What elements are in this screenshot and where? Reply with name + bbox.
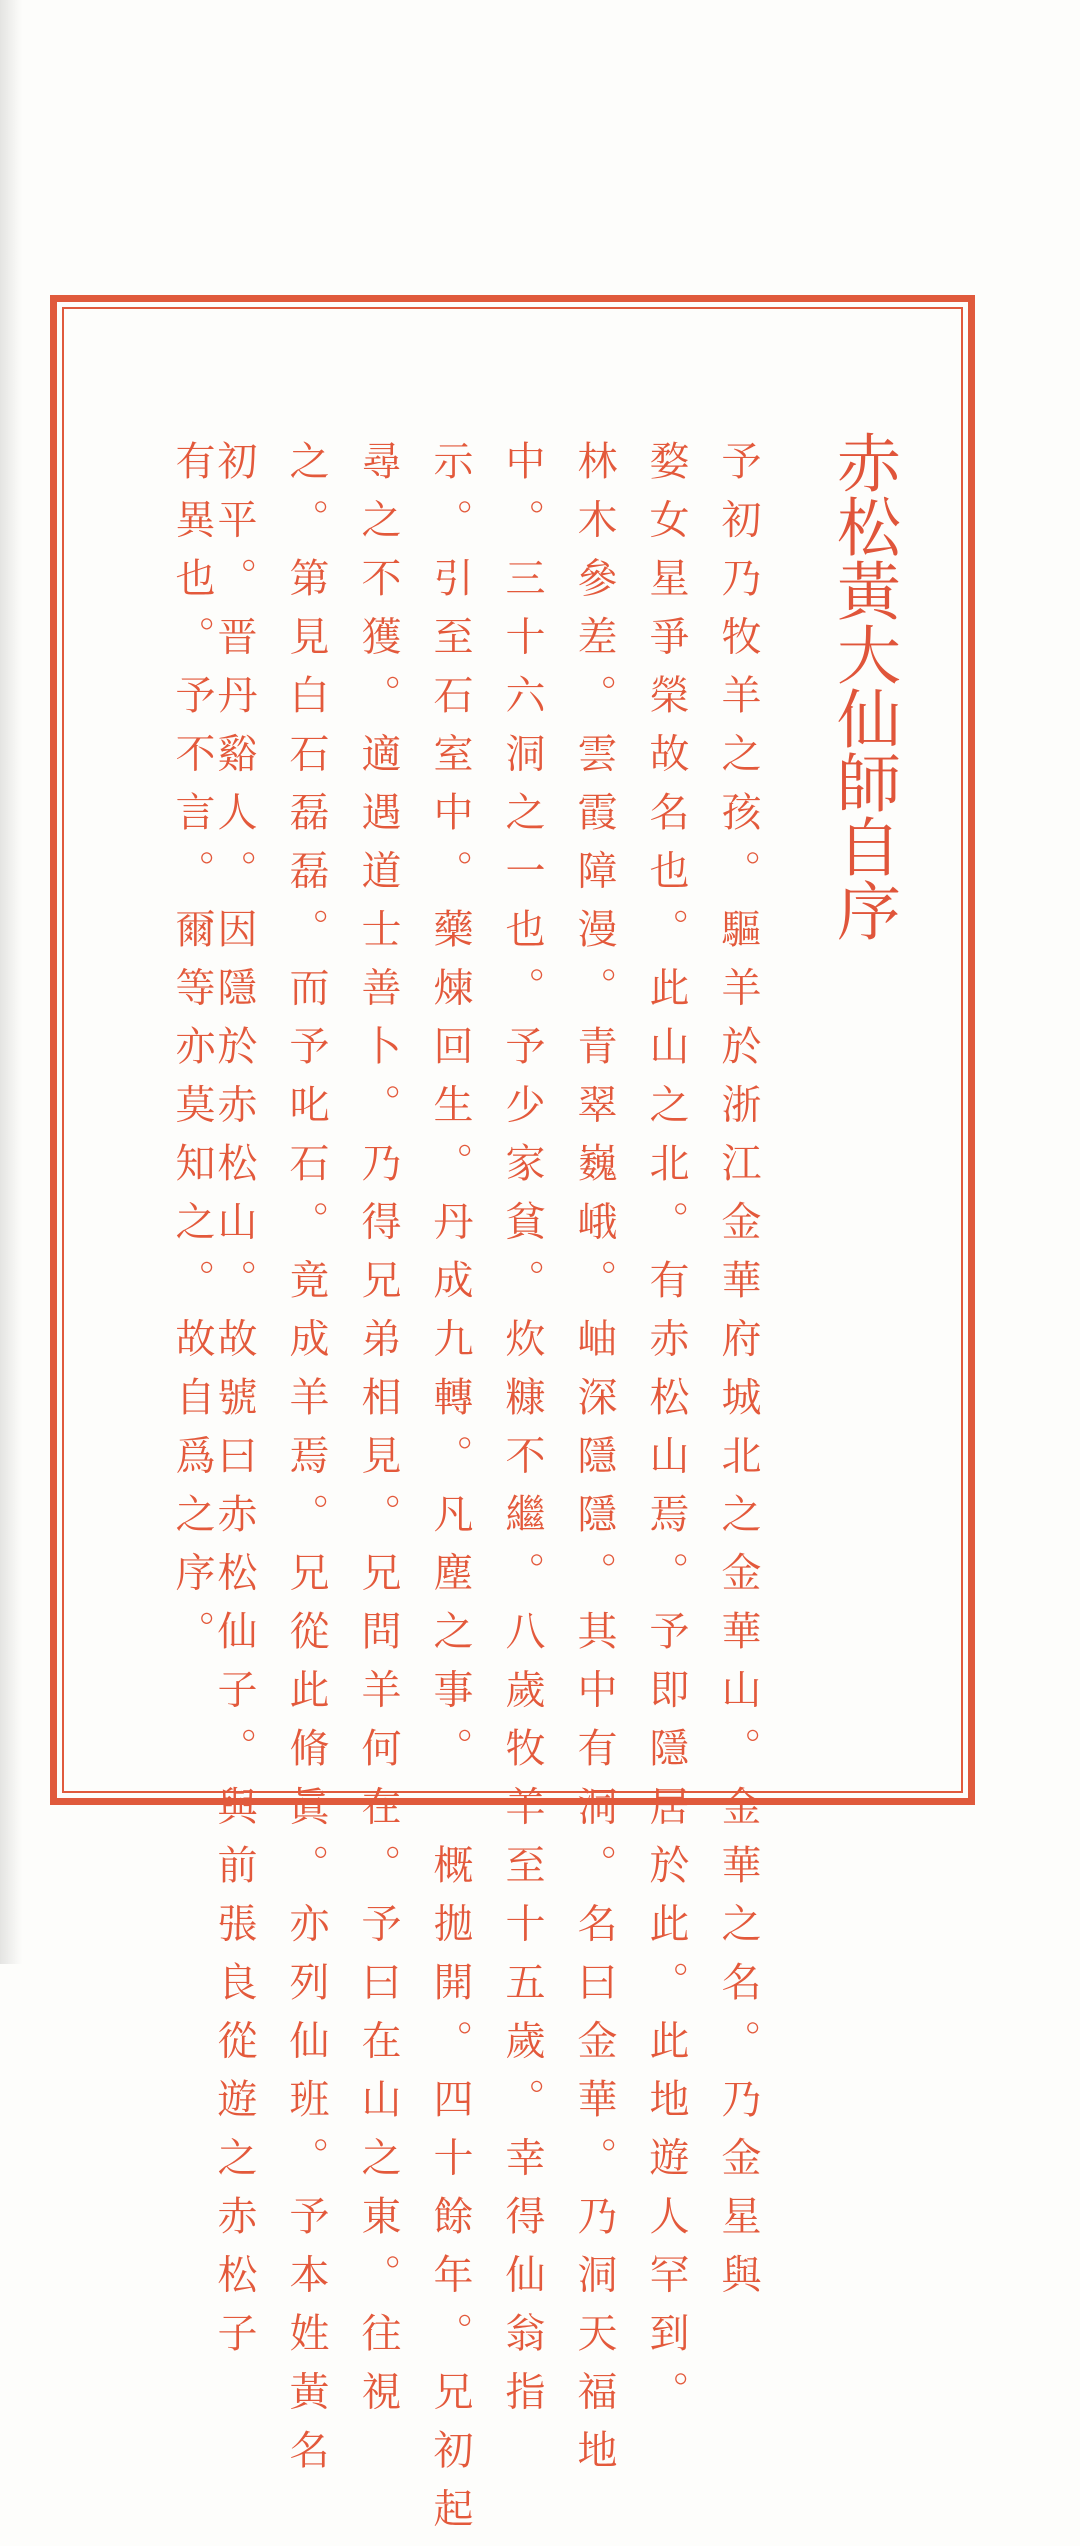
text-column-2: 婺女星爭榮故名也。此山之北。有赤松山焉。予即隱居於此。此地遊人罕到。 xyxy=(643,440,689,2429)
text-column-7: 之。第見白石磊磊。而予叱石。竟成羊焉。兄從此脩眞。亦列仙班。予本姓黃名 xyxy=(283,440,329,2488)
text-column-4: 中。三十六洞之一也。予少家貧。炊糠不繼。八歲牧羊至十五歲。幸得仙翁指 xyxy=(499,440,545,2429)
text-column-6: 尋之不獲。適遇道士善卜。乃得兄弟相見。兄問羊何在。予曰在山之東。往視 xyxy=(355,440,401,2429)
text-column-1: 予初乃牧羊之孩。驅羊於浙江金華府城北之金華山。金華之名。乃金星與 xyxy=(715,440,761,2312)
text-column-8: 初平。晋丹谿人。因隱於赤松山。故號曰赤松仙子。與前張良從遊之赤松子 xyxy=(211,440,257,2371)
page-gutter-shadow xyxy=(0,0,22,1964)
page-title: 赤松黃大仙師自序 xyxy=(826,430,900,942)
text-column-3: 林木參差。雲霞障漫。青翠巍峨。岫深隱隱。其中有洞。名曰金華。乃洞天福地 xyxy=(571,440,617,2488)
text-column-9: 有異也。予不言。爾等亦莫知之。故自爲之序。 xyxy=(169,440,215,1669)
text-column-5: 示。引至石室中。藥煉回生。丹成九轉。凡塵之事。一概拋開。四十餘年。兄初起 xyxy=(427,440,473,2546)
